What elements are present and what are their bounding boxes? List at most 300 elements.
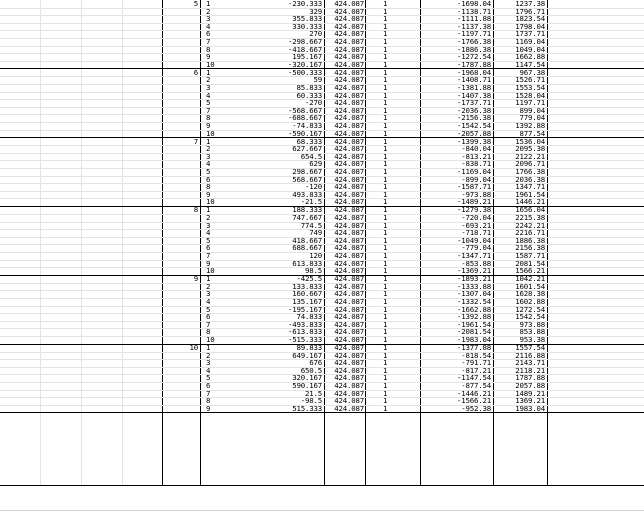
- cell-col-2[interactable]: 7: [206, 319, 211, 329]
- cell-col-2[interactable]: 2: [206, 213, 211, 222]
- cell-col-6[interactable]: -1542.54: [457, 121, 491, 130]
- cell-col-7[interactable]: 2143.71: [515, 358, 545, 368]
- cell-col-2[interactable]: 4: [206, 90, 211, 100]
- table-row[interactable]: [0, 314, 644, 322]
- cell-col-3[interactable]: -320.167: [288, 59, 322, 69]
- cell-col-5[interactable]: 1: [383, 213, 388, 222]
- cell-col-3[interactable]: 135.167: [292, 297, 322, 306]
- cell-col-7[interactable]: 1566.21: [515, 266, 545, 276]
- cell-col-3[interactable]: -270: [305, 98, 322, 108]
- cell-col-4[interactable]: 424.087: [334, 37, 364, 46]
- cell-col-4[interactable]: 424.087: [334, 350, 364, 360]
- cell-col-7[interactable]: 1601.54: [515, 281, 545, 291]
- cell-col-6[interactable]: -1333.88: [457, 281, 491, 291]
- cell-col-3[interactable]: 74.833: [296, 312, 322, 322]
- cell-col-7[interactable]: 973.88: [519, 319, 545, 329]
- cell-col-5[interactable]: 1: [383, 98, 388, 108]
- cell-col-4[interactable]: 424.087: [334, 105, 364, 115]
- cell-col-6[interactable]: -1587.71: [457, 182, 491, 192]
- cell-col-6[interactable]: -1272.54: [457, 52, 491, 62]
- cell-col-5[interactable]: 1: [383, 228, 388, 238]
- table-row[interactable]: [0, 276, 644, 284]
- cell-col-3[interactable]: -500.333: [288, 67, 322, 77]
- cell-col-7[interactable]: 853.88: [519, 327, 545, 337]
- cell-col-4[interactable]: 424.087: [334, 266, 364, 276]
- cell-col-5[interactable]: 1: [383, 167, 388, 176]
- cell-col-2[interactable]: 4: [206, 365, 211, 375]
- cell-col-6[interactable]: -1392.88: [457, 312, 491, 322]
- cell-col-3[interactable]: 627.667: [292, 144, 322, 154]
- cell-col-7[interactable]: 1557.54: [515, 343, 545, 352]
- cell-col-5[interactable]: 1: [383, 182, 388, 192]
- cell-col-7[interactable]: 1553.54: [515, 83, 545, 92]
- cell-col-2[interactable]: 5: [206, 98, 211, 108]
- cell-col-2[interactable]: 1: [206, 0, 211, 8]
- table-row[interactable]: [0, 161, 644, 169]
- cell-col-7[interactable]: 877.54: [519, 128, 545, 138]
- cell-col-7[interactable]: 1526.71: [515, 75, 545, 85]
- cell-col-6[interactable]: -952.38: [461, 403, 491, 413]
- table-row[interactable]: [0, 85, 644, 93]
- cell-col-3[interactable]: 68.333: [296, 136, 322, 146]
- cell-col-6[interactable]: -853.88: [461, 258, 491, 268]
- cell-col-5[interactable]: 1: [383, 121, 388, 130]
- cell-col-3[interactable]: 774.5: [300, 220, 322, 230]
- cell-col-2[interactable]: 5: [206, 304, 211, 314]
- cell-col-2[interactable]: 9: [206, 403, 211, 413]
- cell-col-2[interactable]: 1: [206, 67, 211, 77]
- table-row[interactable]: [0, 90, 644, 101]
- cell-col-4[interactable]: 424.087: [334, 396, 364, 406]
- cell-col-4[interactable]: 424.087: [334, 289, 364, 299]
- cell-col-4[interactable]: 424.087: [334, 373, 364, 383]
- cell-col-6[interactable]: -2156.38: [457, 113, 491, 123]
- cell-col-2[interactable]: 2: [206, 144, 211, 154]
- table-row[interactable]: [0, 299, 644, 307]
- cell-col-2[interactable]: 1: [206, 343, 211, 352]
- cell-col-4[interactable]: 424.087: [334, 128, 364, 138]
- cell-col-5[interactable]: 1: [383, 281, 388, 291]
- cell-col-7[interactable]: 1536.04: [515, 136, 545, 146]
- table-row[interactable]: [0, 67, 644, 78]
- cell-col-3[interactable]: -425.5: [296, 274, 322, 284]
- cell-col-3[interactable]: 649.167: [292, 350, 322, 360]
- cell-col-3[interactable]: -568.667: [288, 105, 322, 115]
- cell-col-6[interactable]: -1049.04: [457, 235, 491, 245]
- cell-col-6[interactable]: -720.04: [461, 213, 491, 222]
- cell-col-5[interactable]: 1: [383, 75, 388, 85]
- cell-col-7[interactable]: 1272.54: [515, 304, 545, 314]
- cell-col-6[interactable]: -1147.54: [457, 373, 491, 383]
- cell-col-3[interactable]: -74.833: [292, 121, 322, 130]
- cell-col-5[interactable]: 1: [383, 113, 388, 123]
- table-row[interactable]: [0, 128, 644, 139]
- cell-col-2[interactable]: 6: [206, 174, 211, 184]
- cell-col-3[interactable]: -613.833: [288, 327, 322, 337]
- cell-col-3[interactable]: 355.833: [292, 14, 322, 24]
- cell-col-3[interactable]: 59: [313, 75, 322, 85]
- cell-col-4[interactable]: 424.087: [334, 197, 364, 207]
- cell-col-5[interactable]: 1: [383, 335, 388, 344]
- table-row[interactable]: [0, 304, 644, 315]
- table-row[interactable]: [0, 207, 644, 215]
- cell-col-6[interactable]: -813.21: [461, 151, 491, 161]
- cell-col-6[interactable]: -1446.21: [457, 388, 491, 398]
- table-row[interactable]: [0, 398, 644, 406]
- cell-col-4[interactable]: 424.087: [334, 243, 364, 253]
- cell-col-6[interactable]: -1489.21: [457, 197, 491, 207]
- cell-col-6[interactable]: -1408.71: [457, 75, 491, 85]
- cell-col-4[interactable]: 424.087: [334, 189, 364, 199]
- table-row[interactable]: [0, 281, 644, 292]
- cell-col-3[interactable]: 747.667: [292, 213, 322, 222]
- cell-col-5[interactable]: 1: [383, 144, 388, 154]
- cell-col-4[interactable]: 424.087: [334, 83, 364, 92]
- cell-col-6[interactable]: -791.71: [461, 358, 491, 368]
- table-row[interactable]: [0, 365, 644, 376]
- cell-col-4[interactable]: 424.087: [334, 274, 364, 284]
- table-row[interactable]: [0, 388, 644, 399]
- cell-col-6[interactable]: -1698.04: [457, 0, 491, 8]
- cell-col-2[interactable]: 4: [206, 159, 211, 169]
- cell-col-4[interactable]: 424.087: [334, 44, 364, 54]
- cell-col-7[interactable]: 1147.54: [515, 59, 545, 69]
- cell-col-7[interactable]: 1042.21: [515, 274, 545, 284]
- cell-col-3[interactable]: 270: [309, 29, 322, 39]
- cell-col-3[interactable]: 320.167: [292, 373, 322, 383]
- cell-col-6[interactable]: -2057.88: [457, 128, 491, 138]
- cell-col-2[interactable]: 8: [206, 327, 211, 337]
- cell-col-5[interactable]: 1: [383, 365, 388, 375]
- cell-col-7[interactable]: 1823.54: [515, 14, 545, 24]
- cell-col-6[interactable]: -718.71: [461, 228, 491, 238]
- cell-col-7[interactable]: 953.38: [519, 335, 545, 344]
- cell-col-3[interactable]: 195.167: [292, 52, 322, 62]
- cell-col-3[interactable]: 650.5: [300, 365, 322, 375]
- cell-col-4[interactable]: 424.087: [334, 235, 364, 245]
- cell-col-7[interactable]: 2116.88: [515, 350, 545, 360]
- cell-col-6[interactable]: -817.21: [461, 365, 491, 375]
- cell-col-3[interactable]: 133.833: [292, 281, 322, 291]
- cell-col-3[interactable]: 613.833: [292, 258, 322, 268]
- table-row[interactable]: [0, 54, 644, 62]
- cell-col-5[interactable]: 1: [383, 343, 388, 352]
- table-row[interactable]: [0, 146, 644, 154]
- cell-col-4[interactable]: 424.087: [334, 388, 364, 398]
- cell-col-7[interactable]: 1237.38: [515, 0, 545, 8]
- cell-col-2[interactable]: 8: [206, 113, 211, 123]
- cell-col-3[interactable]: 120: [309, 251, 322, 260]
- group-number-cell[interactable]: 7: [193, 136, 198, 146]
- table-row[interactable]: [0, 123, 644, 131]
- cell-col-3[interactable]: 515.333: [292, 403, 322, 413]
- cell-col-6[interactable]: -693.21: [461, 220, 491, 230]
- cell-col-3[interactable]: -515.333: [288, 335, 322, 344]
- cell-col-2[interactable]: 1: [206, 205, 211, 215]
- cell-col-5[interactable]: 1: [383, 0, 388, 8]
- cell-col-3[interactable]: -298.667: [288, 37, 322, 46]
- table-row[interactable]: [0, 235, 644, 246]
- cell-col-6[interactable]: -1169.04: [457, 167, 491, 176]
- cell-col-4[interactable]: 424.087: [334, 52, 364, 62]
- cell-col-7[interactable]: 779.04: [519, 113, 545, 123]
- cell-col-7[interactable]: 1587.71: [515, 251, 545, 260]
- table-row[interactable]: [0, 21, 644, 32]
- table-row[interactable]: [0, 136, 644, 147]
- table-row[interactable]: [0, 189, 644, 200]
- cell-col-7[interactable]: 1737.71: [515, 29, 545, 39]
- cell-col-6[interactable]: -1961.54: [457, 319, 491, 329]
- cell-col-3[interactable]: 330.333: [292, 21, 322, 31]
- cell-col-7[interactable]: 1628.38: [515, 289, 545, 299]
- cell-col-7[interactable]: 2122.21: [515, 151, 545, 161]
- cell-col-5[interactable]: 1: [383, 274, 388, 284]
- cell-col-2[interactable]: 4: [206, 228, 211, 238]
- cell-col-6[interactable]: -1197.71: [457, 29, 491, 39]
- cell-col-5[interactable]: 1: [383, 6, 388, 16]
- cell-col-6[interactable]: -840.04: [461, 144, 491, 154]
- table-row[interactable]: [0, 268, 644, 276]
- cell-col-6[interactable]: -1766.38: [457, 37, 491, 46]
- cell-col-6[interactable]: -1347.71: [457, 251, 491, 260]
- cell-col-2[interactable]: 2: [206, 350, 211, 360]
- cell-col-4[interactable]: 424.087: [334, 281, 364, 291]
- cell-col-5[interactable]: 1: [383, 304, 388, 314]
- cell-col-5[interactable]: 1: [383, 37, 388, 46]
- cell-col-7[interactable]: 1886.38: [515, 235, 545, 245]
- cell-col-5[interactable]: 1: [383, 205, 388, 215]
- cell-col-5[interactable]: 1: [383, 83, 388, 92]
- table-row[interactable]: [0, 403, 644, 414]
- group-number-cell[interactable]: 5: [193, 0, 198, 8]
- cell-col-7[interactable]: 2216.71: [515, 228, 545, 238]
- cell-col-6[interactable]: -2081.54: [457, 327, 491, 337]
- cell-col-3[interactable]: -98.5: [300, 396, 322, 406]
- cell-col-7[interactable]: 1446.21: [515, 197, 545, 207]
- table-row[interactable]: [0, 258, 644, 269]
- cell-col-5[interactable]: 1: [383, 52, 388, 62]
- cell-col-2[interactable]: 4: [206, 297, 211, 306]
- cell-col-6[interactable]: -1968.04: [457, 67, 491, 77]
- cell-col-5[interactable]: 1: [383, 403, 388, 413]
- cell-col-4[interactable]: 424.087: [334, 381, 364, 390]
- cell-col-2[interactable]: 5: [206, 167, 211, 176]
- table-row[interactable]: [0, 319, 644, 330]
- table-row[interactable]: [0, 6, 644, 17]
- cell-col-7[interactable]: 1766.38: [515, 167, 545, 176]
- cell-col-5[interactable]: 1: [383, 90, 388, 100]
- cell-col-2[interactable]: 3: [206, 220, 211, 230]
- cell-col-5[interactable]: 1: [383, 67, 388, 77]
- cell-col-6[interactable]: -779.04: [461, 243, 491, 253]
- cell-col-6[interactable]: -973.88: [461, 189, 491, 199]
- cell-col-4[interactable]: 424.087: [334, 75, 364, 85]
- cell-col-5[interactable]: 1: [383, 189, 388, 199]
- table-row[interactable]: [0, 230, 644, 238]
- table-row[interactable]: [0, 77, 644, 85]
- cell-col-4[interactable]: 424.087: [334, 335, 364, 344]
- cell-col-2[interactable]: 5: [206, 373, 211, 383]
- cell-col-5[interactable]: 1: [383, 59, 388, 69]
- cell-col-7[interactable]: 2118.21: [515, 365, 545, 375]
- cell-col-7[interactable]: 1787.88: [515, 373, 545, 383]
- cell-col-2[interactable]: 6: [206, 381, 211, 390]
- cell-col-3[interactable]: -120: [305, 182, 322, 192]
- cell-col-2[interactable]: 10: [206, 197, 215, 207]
- cell-col-4[interactable]: 424.087: [334, 174, 364, 184]
- table-row[interactable]: [0, 375, 644, 383]
- group-number-cell[interactable]: 6: [193, 67, 198, 77]
- cell-col-3[interactable]: 676: [309, 358, 322, 368]
- cell-col-4[interactable]: 424.087: [334, 251, 364, 260]
- cell-col-3[interactable]: -590.167: [288, 128, 322, 138]
- cell-col-6[interactable]: -1566.21: [457, 396, 491, 406]
- cell-col-3[interactable]: -195.167: [288, 304, 322, 314]
- table-row[interactable]: [0, 199, 644, 207]
- cell-col-4[interactable]: 424.087: [334, 90, 364, 100]
- cell-col-5[interactable]: 1: [383, 29, 388, 39]
- cell-col-6[interactable]: -838.71: [461, 159, 491, 169]
- cell-col-5[interactable]: 1: [383, 14, 388, 24]
- cell-col-3[interactable]: 688.667: [292, 243, 322, 253]
- cell-col-5[interactable]: 1: [383, 105, 388, 115]
- cell-col-7[interactable]: 1197.71: [515, 98, 545, 108]
- group-number-cell[interactable]: 8: [193, 205, 198, 215]
- table-row[interactable]: [0, 291, 644, 299]
- cell-col-4[interactable]: 424.087: [334, 297, 364, 306]
- cell-col-2[interactable]: 3: [206, 289, 211, 299]
- cell-col-4[interactable]: 424.087: [334, 365, 364, 375]
- cell-col-2[interactable]: 2: [206, 75, 211, 85]
- cell-col-6[interactable]: -818.54: [461, 350, 491, 360]
- cell-col-5[interactable]: 1: [383, 21, 388, 31]
- cell-col-5[interactable]: 1: [383, 251, 388, 260]
- cell-col-5[interactable]: 1: [383, 136, 388, 146]
- table-row[interactable]: [0, 59, 644, 70]
- cell-col-5[interactable]: 1: [383, 235, 388, 245]
- cell-col-4[interactable]: 424.087: [334, 21, 364, 31]
- cell-col-4[interactable]: 424.087: [334, 327, 364, 337]
- cell-col-3[interactable]: 654.5: [300, 151, 322, 161]
- cell-col-2[interactable]: 9: [206, 258, 211, 268]
- cell-col-5[interactable]: 1: [383, 197, 388, 207]
- table-row[interactable]: [0, 44, 644, 55]
- cell-col-4[interactable]: 424.087: [334, 213, 364, 222]
- cell-col-2[interactable]: 7: [206, 37, 211, 46]
- cell-col-5[interactable]: 1: [383, 297, 388, 306]
- group-number-cell[interactable]: 10: [189, 343, 198, 352]
- cell-col-5[interactable]: 1: [383, 243, 388, 253]
- cell-col-4[interactable]: 424.087: [334, 205, 364, 215]
- table-row[interactable]: [0, 115, 644, 123]
- cell-col-5[interactable]: 1: [383, 312, 388, 322]
- cell-col-7[interactable]: 1392.88: [515, 121, 545, 130]
- cell-col-2[interactable]: 8: [206, 182, 211, 192]
- cell-col-7[interactable]: 967.38: [519, 67, 545, 77]
- cell-col-5[interactable]: 1: [383, 381, 388, 390]
- cell-col-4[interactable]: 424.087: [334, 121, 364, 130]
- cell-col-4[interactable]: 424.087: [334, 113, 364, 123]
- cell-col-4[interactable]: 424.087: [334, 304, 364, 314]
- cell-col-4[interactable]: 424.087: [334, 14, 364, 24]
- cell-col-7[interactable]: 2156.38: [515, 243, 545, 253]
- cell-col-3[interactable]: -688.667: [288, 113, 322, 123]
- cell-col-2[interactable]: 7: [206, 251, 211, 260]
- cell-col-2[interactable]: 3: [206, 14, 211, 24]
- cell-col-3[interactable]: 329: [309, 6, 322, 16]
- cell-col-3[interactable]: 418.667: [292, 235, 322, 245]
- cell-col-6[interactable]: -1332.54: [457, 297, 491, 306]
- table-row[interactable]: [0, 184, 644, 192]
- cell-col-4[interactable]: 424.087: [334, 136, 364, 146]
- cell-col-3[interactable]: 98.5: [305, 266, 322, 276]
- cell-col-2[interactable]: 7: [206, 105, 211, 115]
- table-row[interactable]: [0, 220, 644, 231]
- table-row[interactable]: [0, 31, 644, 39]
- cell-col-5[interactable]: 1: [383, 159, 388, 169]
- table-row[interactable]: [0, 105, 644, 116]
- cell-col-4[interactable]: 424.087: [334, 403, 364, 413]
- cell-col-7[interactable]: 1983.04: [515, 403, 545, 413]
- table-row[interactable]: [0, 253, 644, 261]
- table-row[interactable]: [0, 16, 644, 24]
- cell-col-7[interactable]: 1347.71: [515, 182, 545, 192]
- cell-col-5[interactable]: 1: [383, 396, 388, 406]
- cell-col-7[interactable]: 2096.71: [515, 159, 545, 169]
- cell-col-7[interactable]: 1961.54: [515, 189, 545, 199]
- cell-col-6[interactable]: -2036.38: [457, 105, 491, 115]
- cell-col-3[interactable]: 188.333: [292, 205, 322, 215]
- cell-col-6[interactable]: -1369.21: [457, 266, 491, 276]
- cell-col-7[interactable]: 2095.38: [515, 144, 545, 154]
- table-row[interactable]: [0, 337, 644, 345]
- cell-col-5[interactable]: 1: [383, 388, 388, 398]
- cell-col-2[interactable]: 4: [206, 21, 211, 31]
- table-row[interactable]: [0, 1, 644, 9]
- cell-col-7[interactable]: 1169.04: [515, 37, 545, 46]
- cell-col-5[interactable]: 1: [383, 151, 388, 161]
- cell-col-5[interactable]: 1: [383, 174, 388, 184]
- cell-col-5[interactable]: 1: [383, 350, 388, 360]
- cell-col-6[interactable]: -1377.88: [457, 343, 491, 352]
- cell-col-6[interactable]: -1307.04: [457, 289, 491, 299]
- cell-col-5[interactable]: 1: [383, 327, 388, 337]
- cell-col-3[interactable]: 298.667: [292, 167, 322, 176]
- cell-col-2[interactable]: 10: [206, 59, 215, 69]
- table-row[interactable]: [0, 215, 644, 223]
- cell-col-2[interactable]: 6: [206, 29, 211, 39]
- cell-col-4[interactable]: 424.087: [334, 98, 364, 108]
- cell-col-7[interactable]: 2242.21: [515, 220, 545, 230]
- table-row[interactable]: [0, 360, 644, 368]
- cell-col-2[interactable]: 8: [206, 44, 211, 54]
- table-row[interactable]: [0, 350, 644, 361]
- cell-col-4[interactable]: 424.087: [334, 6, 364, 16]
- cell-col-7[interactable]: 2215.38: [515, 213, 545, 222]
- cell-col-4[interactable]: 424.087: [334, 29, 364, 39]
- cell-col-6[interactable]: -899.04: [461, 174, 491, 184]
- cell-col-2[interactable]: 1: [206, 274, 211, 284]
- cell-col-4[interactable]: 424.087: [334, 343, 364, 352]
- table-row[interactable]: [0, 383, 644, 391]
- cell-col-7[interactable]: 1656.04: [515, 205, 545, 215]
- cell-col-2[interactable]: 3: [206, 358, 211, 368]
- cell-col-3[interactable]: -418.667: [288, 44, 322, 54]
- cell-col-6[interactable]: -1662.88: [457, 304, 491, 314]
- table-row[interactable]: [0, 245, 644, 253]
- cell-col-3[interactable]: 568.667: [292, 174, 322, 184]
- cell-col-2[interactable]: 2: [206, 281, 211, 291]
